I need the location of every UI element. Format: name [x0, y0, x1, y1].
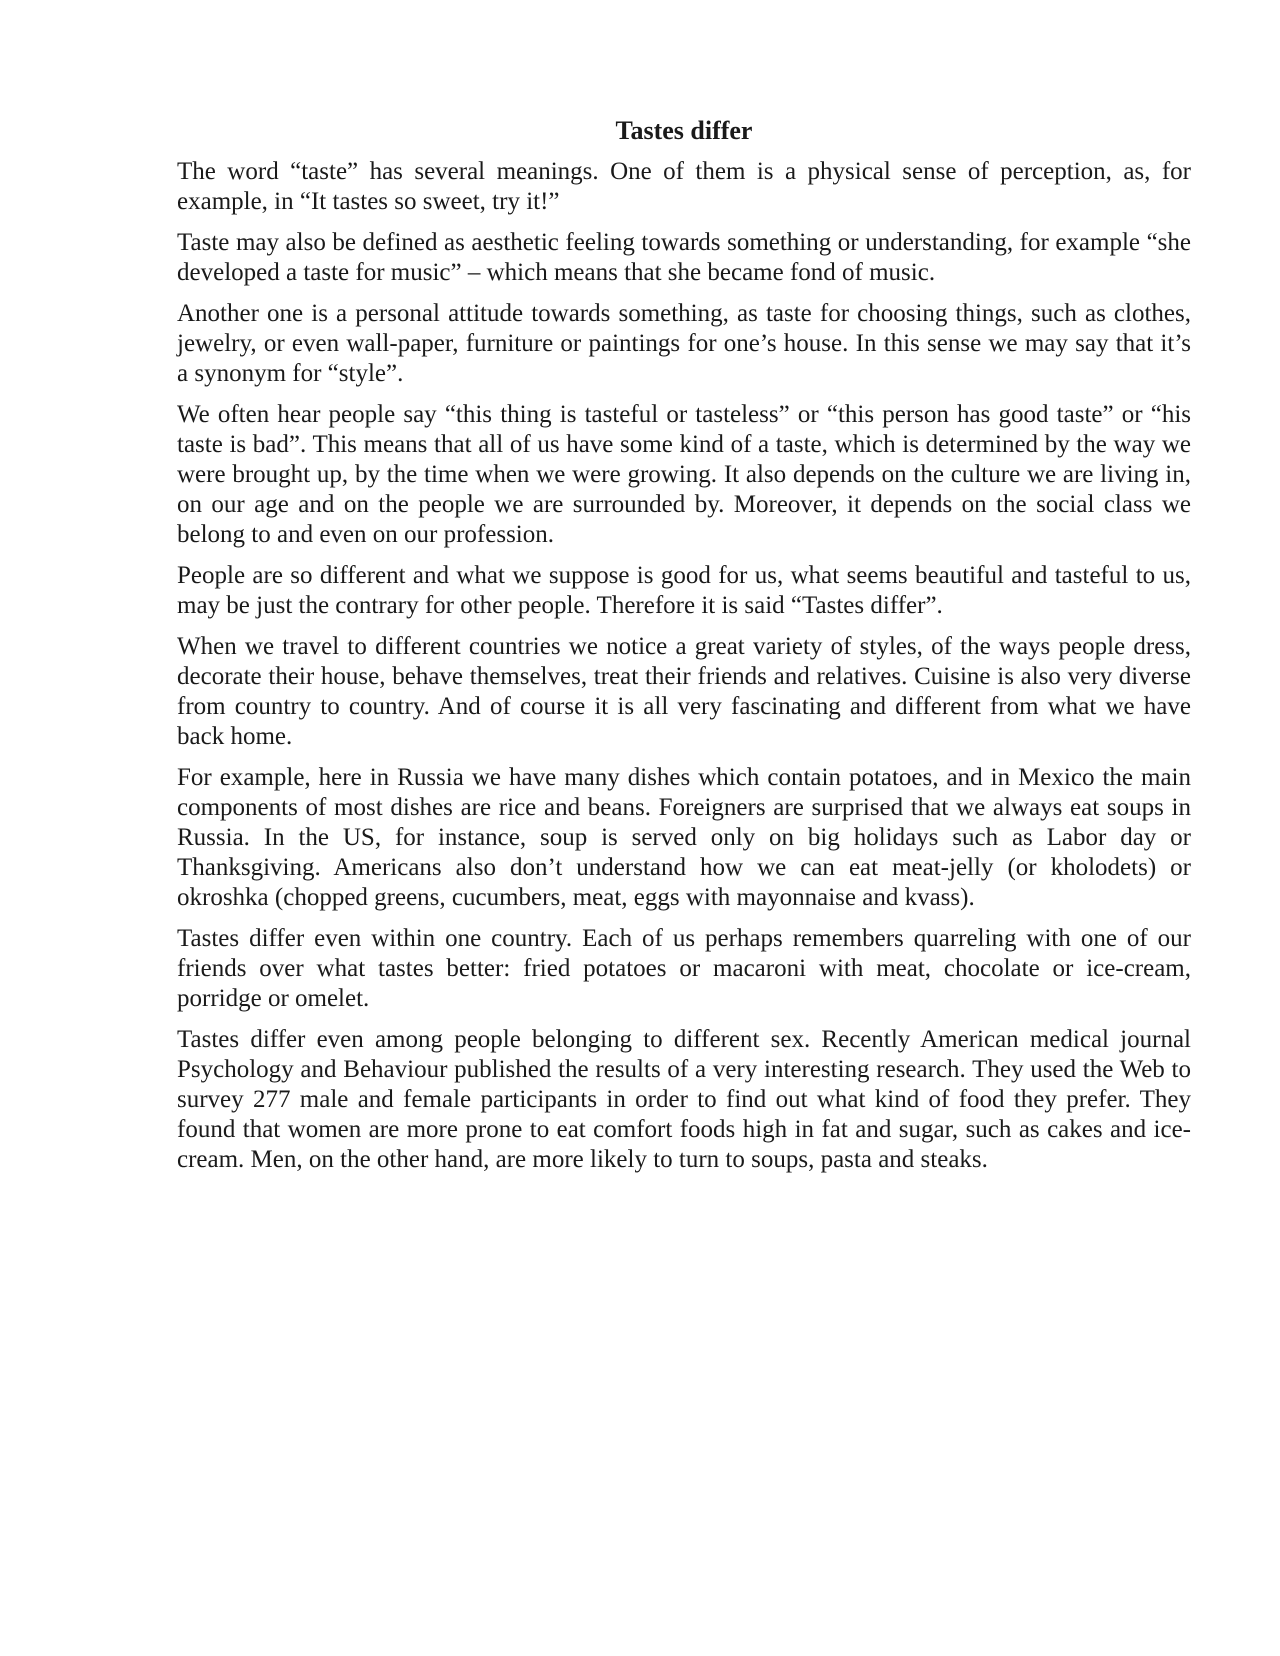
document-body [177, 116, 1191, 1186]
paragraph-2: Taste may also be defined as aesthetic feeling towards something or understanding, for example “she developed a taste for music” – which means that she became fond of music. [177, 229, 1191, 286]
document-title: Tastes differ [615, 116, 753, 145]
paragraph-3: Another one is a personal attitude towards something, as taste for choosing things, such as clothes, jewelry, or even wall-paper, furniture or paintings for one’s house. In this sense we may say that it’s a synonym for “style”. [177, 300, 1191, 387]
paragraph-7: For example, here in Russia we have many dishes which contain potatoes, and in Mexico the main components of most dishes are rice and beans. Foreigners are surprised that we always eat soups in Russia. In the US, for instance, soup is served only on big holidays such as Labor day or Thanksgiving. Americans also don’t understand how we can eat meat-jelly (or kholodets) or okroshka (chopped greens, cucumbers, meat, eggs with mayonnaise and kvass). [177, 764, 1191, 911]
paragraph-1: The word “taste” has several meanings. One of them is a physical sense of perception, as, for example, in “It tastes so sweet, try it!” [177, 158, 1191, 215]
paragraph-8: Tastes differ even within one country. Each of us perhaps remembers quarreling with one of our friends over what tastes better: fried potatoes or macaroni with meat, chocolate or ice-cream, porridge or omelet. [177, 925, 1191, 1012]
paragraph-9: Tastes differ even among people belonging to different sex. Recently American medical journal Psychology and Behaviour published the results of a very interesting research. They used the Web to survey 277 male and female participants in order to find out what kind of food they prefer. They found that women are more prone to eat comfort foods high in fat and sugar, such as cakes and ice-cream. Men, on the other hand, are more likely to turn to soups, pasta and steaks. [177, 1026, 1191, 1173]
paragraph-5: People are so different and what we suppose is good for us, what seems beautiful and tasteful to us, may be just the contrary for other people. Therefore it is said “Tastes differ”. [177, 562, 1191, 619]
paragraph-6: When we travel to different countries we notice a great variety of styles, of the ways people dress, decorate their house, behave themselves, treat their friends and relatives. Cuisine is also very diverse from country to country. And of course it is all very fascinating and different from what we have back home. [177, 633, 1191, 750]
paragraph-4: We often hear people say “this thing is tasteful or tasteless” or “this person has good taste” or “his taste is bad”. This means that all of us have some kind of a taste, which is determined by the way we were brought up, by the time when we were growing. It also depends on the culture we are living in, on our age and on the people we are surrounded by. Moreover, it depends on the social class we belong to and even on our profession. [177, 401, 1191, 548]
